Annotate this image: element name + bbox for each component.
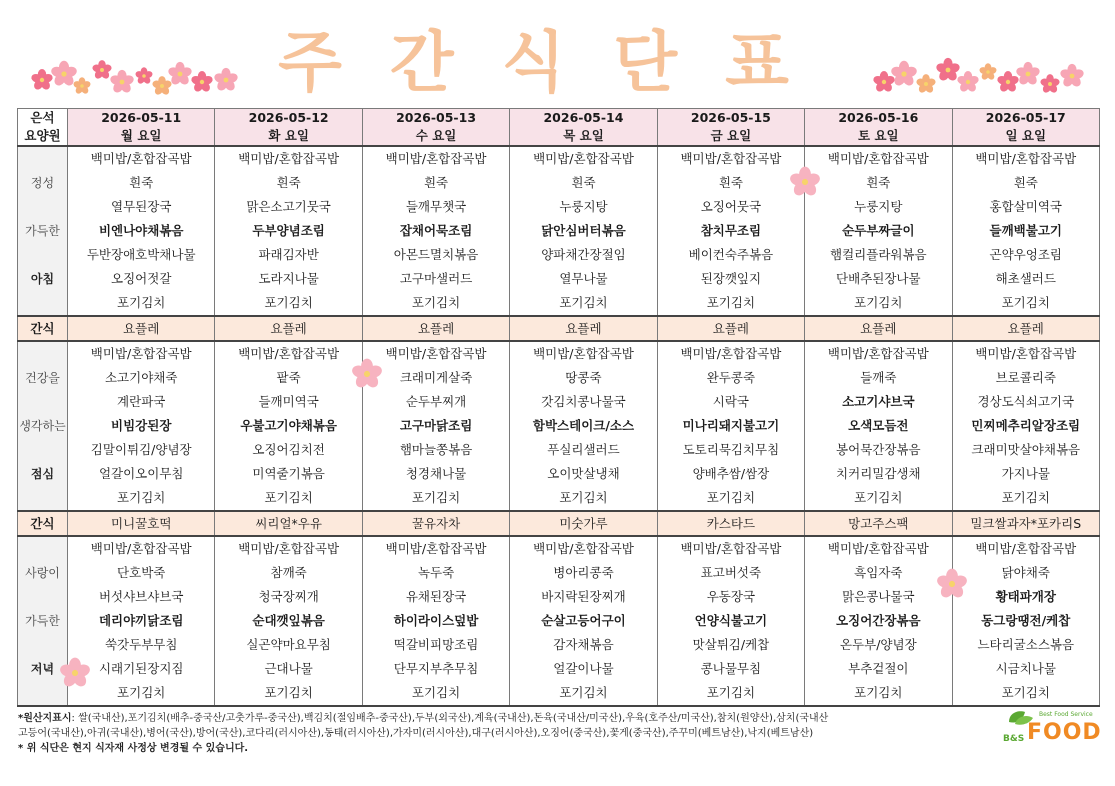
flower-icon — [30, 69, 54, 91]
breakfast-label: 가득한 — [18, 219, 68, 243]
breakfast-menu-item: 흰죽 — [805, 171, 952, 195]
snack-item: 요플레 — [657, 316, 804, 341]
dinner-menu-item: 닭야채죽 — [952, 561, 1099, 585]
dinner-menu-item: 시래기된장지짐 — [68, 657, 215, 681]
breakfast-menu-item: 백미밥/혼합잡곡밥 — [657, 146, 804, 171]
lunch-menu-item: 봉어묵간장볶음 — [805, 438, 952, 462]
breakfast-menu-item: 흰죽 — [68, 171, 215, 195]
lunch-menu-item: 함박스테이크/소스 — [510, 414, 657, 438]
flower-icon — [58, 656, 92, 690]
dinner-menu-item: 온두부/양념장 — [805, 633, 952, 657]
lunch-menu-item: 얼갈이오이무침 — [68, 462, 215, 486]
dinner-label: 가득한 — [18, 609, 68, 633]
dinner-menu-item: 포기김치 — [68, 681, 215, 706]
flower-icon — [59, 658, 92, 689]
breakfast-menu-item: 흰죽 — [215, 171, 362, 195]
day-date: 2026-05-15 — [657, 109, 804, 128]
snack-item: 요플레 — [510, 316, 657, 341]
lunch-menu-item: 소고기샤브국 — [805, 390, 952, 414]
day-weekday: 금 요일 — [657, 127, 804, 146]
lunch-menu-item: 백미밥/혼합잡곡밥 — [362, 341, 509, 366]
dinner-label — [18, 536, 68, 561]
origin-notice — [18, 711, 998, 756]
breakfast-menu-item: 순두부짜글이 — [805, 219, 952, 243]
lunch-menu-item: 순두부찌개 — [362, 390, 509, 414]
dinner-menu-item: 백미밥/혼합잡곡밥 — [362, 536, 509, 561]
lunch-menu-item: 크래미게살죽 — [362, 366, 509, 390]
facility-type: 요양원 — [18, 127, 68, 146]
day-date: 2026-05-17 — [952, 109, 1099, 128]
breakfast-menu-item: 백미밥/혼합잡곡밥 — [215, 146, 362, 171]
dinner-menu-item: 포기김치 — [510, 681, 657, 706]
breakfast-menu-item: 고구마샐러드 — [362, 267, 509, 291]
lunch-menu-item: 포기김치 — [510, 486, 657, 511]
dinner-menu-item: 백미밥/혼합잡곡밥 — [215, 536, 362, 561]
dinner-menu-item: 부추겉절이 — [805, 657, 952, 681]
dinner-menu-item: 실곤약마요무침 — [215, 633, 362, 657]
dinner-menu-item: 맑은콩나물국 — [805, 585, 952, 609]
dinner-menu-item: 맛살튀김/케찹 — [657, 633, 804, 657]
lunch-menu-item: 가지나물 — [952, 462, 1099, 486]
lunch-menu-item: 양배추쌈/쌈장 — [657, 462, 804, 486]
lunch-menu-item: 소고기야채죽 — [68, 366, 215, 390]
snack-item: 꿀유자차 — [362, 511, 509, 536]
snack-item: 요플레 — [362, 316, 509, 341]
lunch-menu-item: 김말이튀김/양념장 — [68, 438, 215, 462]
lunch-menu-item: 도토리묵김치무침 — [657, 438, 804, 462]
page-title: 주간식단표 — [278, 24, 837, 101]
breakfast-menu-item: 잡채어묵조림 — [362, 219, 509, 243]
day-date: 2026-05-13 — [362, 109, 509, 128]
logo-food: FOOD — [1027, 720, 1102, 745]
dinner-menu-item: 느타리굴소스볶음 — [952, 633, 1099, 657]
breakfast-label: 아침 — [18, 267, 68, 291]
breakfast-menu-item: 들깨백불고기 — [952, 219, 1099, 243]
breakfast-menu-item: 아몬드멸치볶음 — [362, 243, 509, 267]
dinner-menu-item: 백미밥/혼합잡곡밥 — [805, 536, 952, 561]
breakfast-menu-item: 백미밥/혼합잡곡밥 — [68, 146, 215, 171]
flower-icon — [73, 77, 92, 95]
breakfast-menu-item: 닭안심버터볶음 — [510, 219, 657, 243]
breakfast-menu-item: 흰죽 — [510, 171, 657, 195]
flower-icon — [788, 165, 822, 199]
dinner-menu-item: 백미밥/혼합잡곡밥 — [952, 536, 1099, 561]
breakfast-label: 정성 — [18, 171, 68, 195]
breakfast-menu-item: 누룽지탕 — [510, 195, 657, 219]
day-weekday: 목 요일 — [510, 127, 657, 146]
lunch-label: 생각하는 — [18, 414, 68, 438]
breakfast-menu-item: 된장깻잎지 — [657, 267, 804, 291]
day-date: 2026-05-11 — [68, 109, 215, 128]
lunch-label — [18, 486, 68, 511]
dinner-menu-item: 순살고등어구이 — [510, 609, 657, 633]
flower-icon — [151, 76, 172, 96]
breakfast-menu-item: 파래김자반 — [215, 243, 362, 267]
breakfast-menu-item: 포기김치 — [805, 291, 952, 316]
flower-icon — [956, 71, 980, 93]
lunch-menu-item: 오색모듬전 — [805, 414, 952, 438]
lunch-menu-item: 포기김치 — [68, 486, 215, 511]
dinner-menu-item: 유채된장국 — [362, 585, 509, 609]
lunch-menu-item: 백미밥/혼합잡곡밥 — [510, 341, 657, 366]
dinner-menu-item: 하이라이스덮밥 — [362, 609, 509, 633]
day-date: 2026-05-14 — [510, 109, 657, 128]
day-weekday: 토 요일 — [805, 127, 952, 146]
dinner-menu-item: 단호박죽 — [68, 561, 215, 585]
flower-decoration-left — [30, 52, 250, 98]
lunch-menu-item: 민찌메추리알장조림 — [952, 414, 1099, 438]
dinner-menu-item: 포기김치 — [657, 681, 804, 706]
flower-icon — [890, 61, 918, 88]
dinner-menu-item: 동그랑땡전/케찹 — [952, 609, 1099, 633]
dinner-menu-item: 포기김치 — [362, 681, 509, 706]
dinner-menu-item: 녹두죽 — [362, 561, 509, 585]
dinner-menu-item: 쑥갓두부무침 — [68, 633, 215, 657]
flower-icon — [190, 71, 214, 93]
breakfast-menu-item: 흰죽 — [952, 171, 1099, 195]
day-date: 2026-05-12 — [215, 109, 362, 128]
flower-icon — [935, 58, 961, 83]
dinner-menu-item: 우동장국 — [657, 585, 804, 609]
breakfast-menu-item: 누룽지탕 — [805, 195, 952, 219]
lunch-label: 건강을 — [18, 366, 68, 390]
lunch-label — [18, 438, 68, 462]
breakfast-label — [18, 291, 68, 316]
snack-item: 미니꿀호떡 — [68, 511, 215, 536]
dinner-menu-item: 참깨죽 — [215, 561, 362, 585]
snack-label: 간식 — [18, 316, 68, 341]
origin-text: : 쌀(국내산),포기김치(배추-중국산/고춧가루-중국산),백김치(절임배추-중국산),두부(외국산),계육(국내산),돈육(국내산/미국산),우육(호주산/미국산),참치(원양산),삼치(국내산 — [71, 713, 829, 724]
lunch-menu-item: 백미밥/혼합잡곡밥 — [215, 341, 362, 366]
flower-icon — [109, 70, 135, 95]
breakfast-menu-item: 맑은소고기뭇국 — [215, 195, 362, 219]
flower-icon — [351, 359, 384, 390]
lunch-menu-item: 들깨미역국 — [215, 390, 362, 414]
flower-icon — [91, 60, 112, 80]
dinner-menu-item: 포기김치 — [805, 681, 952, 706]
lunch-menu-item: 오이맛살냉채 — [510, 462, 657, 486]
lunch-menu-item: 완두콩죽 — [657, 366, 804, 390]
dinner-menu-item: 데리야끼닭조림 — [68, 609, 215, 633]
breakfast-menu-item: 흰죽 — [362, 171, 509, 195]
snack-item: 망고주스팩 — [805, 511, 952, 536]
dinner-menu-item: 바지락된장찌개 — [510, 585, 657, 609]
flower-decoration-right — [870, 52, 1090, 98]
breakfast-menu-item: 백미밥/혼합잡곡밥 — [362, 146, 509, 171]
origin-text-2: 고등어(국내산),아귀(국내산),병어(국산),방어(국산),코다리(러시아산),동태(러시아산),가자미(러시아산),대구(러시아산),오징어(중국산),꽃게(중국산),주꾸미(베트남산),낙지(베트남산) — [18, 728, 814, 739]
breakfast-menu-item: 포기김치 — [657, 291, 804, 316]
menu-table — [17, 108, 1100, 707]
lunch-menu-item: 포기김치 — [215, 486, 362, 511]
dinner-menu-item: 감자채볶음 — [510, 633, 657, 657]
dinner-label — [18, 585, 68, 609]
lunch-menu-item: 우불고기야채볶음 — [215, 414, 362, 438]
dinner-menu-item: 시금치나물 — [952, 657, 1099, 681]
dinner-menu-item: 청국장찌개 — [215, 585, 362, 609]
breakfast-menu-item: 홍합살미역국 — [952, 195, 1099, 219]
lunch-menu-item: 미나리돼지불고기 — [657, 414, 804, 438]
logo-tagline: Best Food Service — [1039, 711, 1093, 718]
breakfast-label — [18, 243, 68, 267]
facility-name: 은석 — [18, 109, 68, 128]
lunch-menu-item: 푸실리샐러드 — [510, 438, 657, 462]
breakfast-label — [18, 146, 68, 171]
lunch-menu-item: 들깨죽 — [805, 366, 952, 390]
flower-icon — [915, 74, 936, 94]
breakfast-menu-item: 베이컨숙주볶음 — [657, 243, 804, 267]
breakfast-label — [18, 195, 68, 219]
snack-item: 요플레 — [68, 316, 215, 341]
origin-label: *원산지표시 — [18, 713, 72, 724]
lunch-menu-item: 치커리밀감생채 — [805, 462, 952, 486]
lunch-menu-item: 팥죽 — [215, 366, 362, 390]
breakfast-menu-item: 포기김치 — [952, 291, 1099, 316]
breakfast-menu-item: 오징어뭇국 — [657, 195, 804, 219]
breakfast-menu-item: 포기김치 — [215, 291, 362, 316]
snack-item: 밀크쌀과자*포카리S — [952, 511, 1099, 536]
flower-icon — [996, 71, 1020, 93]
bs-food-logo — [1003, 708, 1102, 748]
lunch-label — [18, 341, 68, 366]
breakfast-menu-item: 포기김치 — [362, 291, 509, 316]
breakfast-menu-item: 흰죽 — [657, 171, 804, 195]
dinner-menu-item: 흑임자죽 — [805, 561, 952, 585]
dinner-menu-item: 포기김치 — [952, 681, 1099, 706]
flower-icon — [1059, 64, 1085, 89]
day-weekday: 수 요일 — [362, 127, 509, 146]
lunch-menu-item: 포기김치 — [657, 486, 804, 511]
dinner-label: 저녁 — [18, 657, 68, 681]
snack-item: 요플레 — [215, 316, 362, 341]
dinner-label: 사랑이 — [18, 561, 68, 585]
lunch-menu-item: 오징어김치전 — [215, 438, 362, 462]
dinner-menu-item: 순대깻잎볶음 — [215, 609, 362, 633]
breakfast-menu-item: 오징어젓갈 — [68, 267, 215, 291]
breakfast-menu-item: 단배추된장나물 — [805, 267, 952, 291]
breakfast-menu-item: 열무나물 — [510, 267, 657, 291]
lunch-menu-item: 청경채나물 — [362, 462, 509, 486]
lunch-menu-item: 계란파국 — [68, 390, 215, 414]
snack-item: 요플레 — [952, 316, 1099, 341]
breakfast-menu-item: 해초샐러드 — [952, 267, 1099, 291]
breakfast-menu-item: 햄컬리플라워볶음 — [805, 243, 952, 267]
dinner-menu-item: 언양식불고기 — [657, 609, 804, 633]
day-weekday: 월 요일 — [68, 127, 215, 146]
snack-item: 씨리얼*우유 — [215, 511, 362, 536]
dinner-menu-item: 근대나물 — [215, 657, 362, 681]
breakfast-menu-item: 포기김치 — [68, 291, 215, 316]
flower-icon — [872, 71, 896, 93]
snack-item: 카스타드 — [657, 511, 804, 536]
breakfast-menu-item: 두반장애호박채나물 — [68, 243, 215, 267]
lunch-menu-item: 크래미맛살야채볶음 — [952, 438, 1099, 462]
breakfast-menu-item: 곤약우엉조림 — [952, 243, 1099, 267]
lunch-menu-item: 포기김치 — [805, 486, 952, 511]
lunch-menu-item: 경상도식쇠고기국 — [952, 390, 1099, 414]
dinner-menu-item: 병아리콩죽 — [510, 561, 657, 585]
lunch-menu-item: 미역줄기볶음 — [215, 462, 362, 486]
lunch-menu-item: 햄마늘쫑볶음 — [362, 438, 509, 462]
flower-icon — [1015, 62, 1041, 87]
breakfast-menu-item: 백미밥/혼합잡곡밥 — [510, 146, 657, 171]
lunch-menu-item: 백미밥/혼합잡곡밥 — [805, 341, 952, 366]
day-date: 2026-05-16 — [805, 109, 952, 128]
dinner-label — [18, 633, 68, 657]
breakfast-menu-item: 도라지나물 — [215, 267, 362, 291]
breakfast-menu-item: 비엔나야채볶음 — [68, 219, 215, 243]
flower-icon — [1039, 74, 1060, 94]
snack-item: 요플레 — [805, 316, 952, 341]
lunch-menu-item: 백미밥/혼합잡곡밥 — [68, 341, 215, 366]
flower-icon — [213, 68, 239, 93]
snack-label: 간식 — [18, 511, 68, 536]
dinner-menu-item: 표고버섯죽 — [657, 561, 804, 585]
breakfast-menu-item: 열무된장국 — [68, 195, 215, 219]
dinner-menu-item: 얼갈이나물 — [510, 657, 657, 681]
logo-bs: B&S — [1003, 734, 1025, 744]
dinner-menu-item: 황태파개장 — [952, 585, 1099, 609]
lunch-menu-item: 땅콩죽 — [510, 366, 657, 390]
flower-icon — [935, 567, 969, 601]
lunch-menu-item: 브로콜리죽 — [952, 366, 1099, 390]
day-weekday: 화 요일 — [215, 127, 362, 146]
breakfast-menu-item: 백미밥/혼합잡곡밥 — [805, 146, 952, 171]
lunch-menu-item: 백미밥/혼합잡곡밥 — [952, 341, 1099, 366]
flower-icon — [135, 67, 154, 85]
lunch-menu-item: 고구마닭조림 — [362, 414, 509, 438]
lunch-menu-item: 갓김치콩나물국 — [510, 390, 657, 414]
lunch-menu-item: 백미밥/혼합잡곡밥 — [657, 341, 804, 366]
dinner-menu-item: 백미밥/혼합잡곡밥 — [657, 536, 804, 561]
lunch-label: 점심 — [18, 462, 68, 486]
flower-icon — [936, 569, 969, 600]
dinner-menu-item: 포기김치 — [215, 681, 362, 706]
breakfast-menu-item: 두부양념조림 — [215, 219, 362, 243]
flower-icon — [789, 167, 822, 198]
lunch-menu-item: 포기김치 — [952, 486, 1099, 511]
lunch-menu-item: 포기김치 — [362, 486, 509, 511]
breakfast-menu-item: 백미밥/혼합잡곡밥 — [952, 146, 1099, 171]
flower-icon — [979, 63, 998, 81]
dinner-menu-item: 백미밥/혼합잡곡밥 — [68, 536, 215, 561]
breakfast-menu-item: 포기김치 — [510, 291, 657, 316]
dinner-menu-item: 떡갈비피망조림 — [362, 633, 509, 657]
lunch-menu-item: 비빔강된장 — [68, 414, 215, 438]
snack-item: 미숫가루 — [510, 511, 657, 536]
breakfast-menu-item: 양파채간장절임 — [510, 243, 657, 267]
dinner-menu-item: 버섯샤브샤브국 — [68, 585, 215, 609]
breakfast-menu-item: 참치무조림 — [657, 219, 804, 243]
flower-icon — [350, 357, 384, 391]
breakfast-menu-item: 들깨무챗국 — [362, 195, 509, 219]
change-notice: * 위 식단은 현지 식자재 사정상 변경될 수 있습니다. — [18, 743, 249, 754]
lunch-menu-item: 시락국 — [657, 390, 804, 414]
dinner-menu-item: 백미밥/혼합잡곡밥 — [510, 536, 657, 561]
dinner-menu-item: 오징어간장볶음 — [805, 609, 952, 633]
day-weekday: 일 요일 — [952, 127, 1099, 146]
lunch-label — [18, 390, 68, 414]
dinner-menu-item: 콩나물무침 — [657, 657, 804, 681]
dinner-menu-item: 단무지부추무침 — [362, 657, 509, 681]
